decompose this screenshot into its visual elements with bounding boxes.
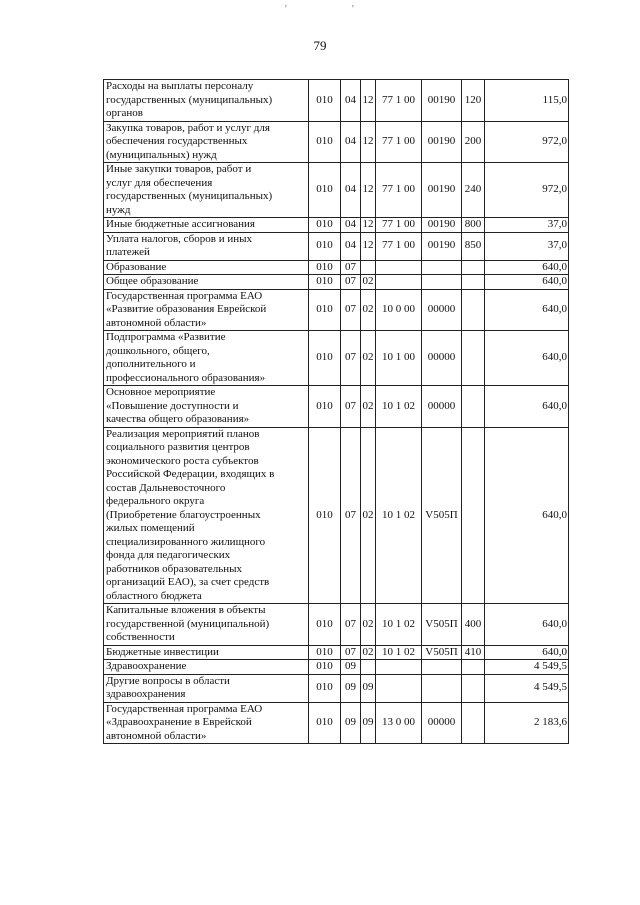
amount: 4 549,5: [485, 674, 569, 702]
scan-mark-right: ': [352, 4, 354, 15]
amount: 640,0: [485, 331, 569, 386]
table-row: [104, 80, 569, 122]
direction-code: 00190: [422, 218, 462, 233]
expense-type-code: [462, 674, 485, 702]
table-row: [104, 163, 569, 218]
program-code: [376, 260, 422, 275]
ved-code: 010: [309, 604, 341, 646]
ved-code: 010: [309, 645, 341, 660]
direction-code: 00190: [422, 163, 462, 218]
ved-code: 010: [309, 80, 341, 122]
table-row: [104, 645, 569, 660]
scan-mark-left: ': [285, 4, 287, 15]
section-code: 09: [341, 660, 361, 675]
amount: 640,0: [485, 275, 569, 290]
subsection-code: 12: [362, 218, 374, 230]
program-code: 10 1 02: [376, 645, 422, 660]
section-code: 07: [341, 645, 361, 660]
program-code: 77 1 00: [376, 121, 422, 163]
expense-type-code: [462, 260, 485, 275]
table-row: [104, 674, 569, 702]
amount: 640,0: [485, 427, 569, 604]
ved-code: 010: [309, 427, 341, 604]
subsection-code: 12: [361, 163, 376, 218]
ved-code: 010: [309, 702, 341, 744]
expense-type-code: 400: [462, 604, 485, 646]
item-name: Государственная программа ЕАО «Здравоохранение в Еврейской автономной области»: [104, 702, 309, 744]
section-code: 07: [341, 427, 361, 604]
subsection-code: 02: [361, 331, 376, 386]
amount: 640,0: [485, 645, 569, 660]
expense-type-code: 410: [462, 645, 485, 660]
amount: 972,0: [485, 121, 569, 163]
section-code: 07: [341, 604, 361, 646]
item-name: Здравоохранение: [104, 660, 309, 675]
ved-code: 010: [309, 163, 341, 218]
program-code: 10 0 00: [376, 289, 422, 331]
subsection-code: 12: [361, 80, 376, 122]
direction-code: [422, 275, 462, 290]
section-code: 07: [341, 260, 361, 275]
ved-code: 010: [309, 386, 341, 428]
subsection-code: [361, 260, 376, 275]
expense-type-code: 200: [462, 121, 485, 163]
direction-code: [422, 674, 462, 702]
expense-type-code: [462, 427, 485, 604]
item-name: Иные бюджетные ассигнования: [104, 218, 309, 233]
amount: 37,0: [485, 232, 569, 260]
subsection-code: 02: [361, 289, 376, 331]
section-code: 04: [341, 218, 361, 233]
page-number: 79: [313, 38, 327, 53]
direction-code: 00000: [422, 702, 462, 744]
table-row: [104, 275, 569, 290]
section-code: 04: [341, 80, 361, 122]
table-row: [104, 702, 569, 744]
subsection-code: 09: [361, 674, 376, 702]
table-row: [104, 331, 569, 386]
expense-type-code: [462, 331, 485, 386]
item-name: Реализация мероприятий планов социального развития центров экономического роста субъектов Российской Федерации, входящих в состав Дальневосточного федерального округа (Приобретение благоустроенных жилых помещений специализированного жилищного фонда для педагогических работников образовательных организаций ЕАО), за счет средств областного бюджета: [104, 427, 309, 604]
program-code: 10 1 02: [376, 604, 422, 646]
table-row: [104, 427, 569, 604]
subsection-code: [361, 660, 376, 675]
program-code: [376, 674, 422, 702]
amount: 115,0: [485, 80, 569, 122]
item-name: Основное мероприятие «Повышение доступности и качества общего образования»: [104, 386, 309, 428]
expense-type-code: [462, 660, 485, 675]
program-code: 10 1 00: [376, 331, 422, 386]
budget-table-body: [104, 80, 569, 744]
item-name: Другие вопросы в области здравоохранения: [104, 674, 309, 702]
item-name: Уплата налогов, сборов и иных платежей: [104, 232, 309, 260]
budget-table: [103, 79, 569, 744]
section-code: 07: [341, 289, 361, 331]
ved-code: 010: [309, 331, 341, 386]
ved-code: 010: [309, 232, 341, 260]
amount: 640,0: [485, 260, 569, 275]
section-code: 09: [341, 674, 361, 702]
program-code: [376, 660, 422, 675]
direction-code: 00000: [422, 331, 462, 386]
direction-code: 00190: [422, 121, 462, 163]
subsection-code: 12: [361, 121, 376, 163]
expense-type-code: [462, 275, 485, 290]
section-code: 09: [341, 702, 361, 744]
item-name: Закупка товаров, работ и услуг для обеспечения государственных (муниципальных) нужд: [104, 121, 309, 163]
ved-code: 010: [309, 275, 341, 290]
section-code: 07: [341, 386, 361, 428]
direction-code: V505П: [422, 604, 462, 646]
direction-code: [422, 260, 462, 275]
program-code: 77 1 00: [376, 218, 422, 233]
item-name: Бюджетные инвестиции: [104, 645, 309, 660]
program-code: 77 1 00: [376, 163, 422, 218]
direction-code: [422, 660, 462, 675]
section-code: 07: [341, 275, 361, 290]
expense-type-code: [462, 289, 485, 331]
amount: 37,0: [485, 218, 569, 233]
expense-type-code: [462, 702, 485, 744]
table-row: [104, 660, 569, 675]
expense-type-code: 800: [462, 218, 485, 233]
subsection-code: 02: [361, 386, 376, 428]
expense-type-code: 240: [462, 163, 485, 218]
ved-code: 010: [309, 674, 341, 702]
amount: 4 549,5: [485, 660, 569, 675]
program-code: 77 1 00: [376, 80, 422, 122]
ved-code: 010: [309, 121, 341, 163]
section-code: 04: [341, 163, 361, 218]
subsection-code: 02: [362, 645, 374, 658]
ved-code: 010: [309, 289, 341, 331]
item-name: Подпрограмма «Развитие дошкольного, общего, дополнительного и профессионального образования»: [104, 331, 309, 386]
section-code: 07: [341, 331, 361, 386]
item-name: Общее образование: [104, 275, 309, 290]
amount: 640,0: [485, 604, 569, 646]
program-code: [376, 275, 422, 290]
direction-code: V505П: [422, 645, 462, 660]
item-name: Расходы на выплаты персоналу государственных (муниципальных) органов: [104, 80, 309, 122]
amount: 640,0: [485, 386, 569, 428]
ved-code: 010: [309, 218, 341, 233]
table-row: [104, 218, 569, 233]
amount: 640,0: [485, 289, 569, 331]
amount: 2 183,6: [485, 702, 569, 744]
direction-code: 00190: [422, 232, 462, 260]
program-code: 77 1 00: [376, 232, 422, 260]
table-row: [104, 604, 569, 646]
item-name: Государственная программа ЕАО «Развитие образования Еврейской автономной области»: [104, 289, 309, 331]
item-name: Капитальные вложения в объекты государственной (муниципальной) собственности: [104, 604, 309, 646]
direction-code: 00000: [422, 386, 462, 428]
ved-code: 010: [309, 660, 341, 675]
expense-type-code: [462, 386, 485, 428]
direction-code: 00000: [422, 289, 462, 331]
section-code: 04: [341, 121, 361, 163]
table-row: [104, 289, 569, 331]
subsection-code: 02: [362, 275, 374, 287]
expense-type-code: 850: [462, 232, 485, 260]
section-code: 04: [341, 232, 361, 260]
direction-code: V505П: [422, 427, 462, 604]
program-code: 10 1 02: [376, 386, 422, 428]
subsection-code: 12: [361, 232, 376, 260]
subsection-code: 02: [361, 427, 376, 604]
ved-code: 010: [309, 260, 341, 275]
table-row: [104, 386, 569, 428]
program-code: 10 1 02: [376, 427, 422, 604]
table-row: [104, 260, 569, 275]
expense-type-code: 120: [462, 80, 485, 122]
subsection-code: 09: [361, 702, 376, 744]
table-row: [104, 232, 569, 260]
item-name: Образование: [104, 260, 309, 275]
amount: 972,0: [485, 163, 569, 218]
table-row: [104, 121, 569, 163]
program-code: 13 0 00: [376, 702, 422, 744]
item-name: Иные закупки товаров, работ и услуг для обеспечения государственных (муниципальных) нужд: [104, 163, 309, 218]
direction-code: 00190: [422, 80, 462, 122]
subsection-code: 02: [361, 604, 376, 646]
